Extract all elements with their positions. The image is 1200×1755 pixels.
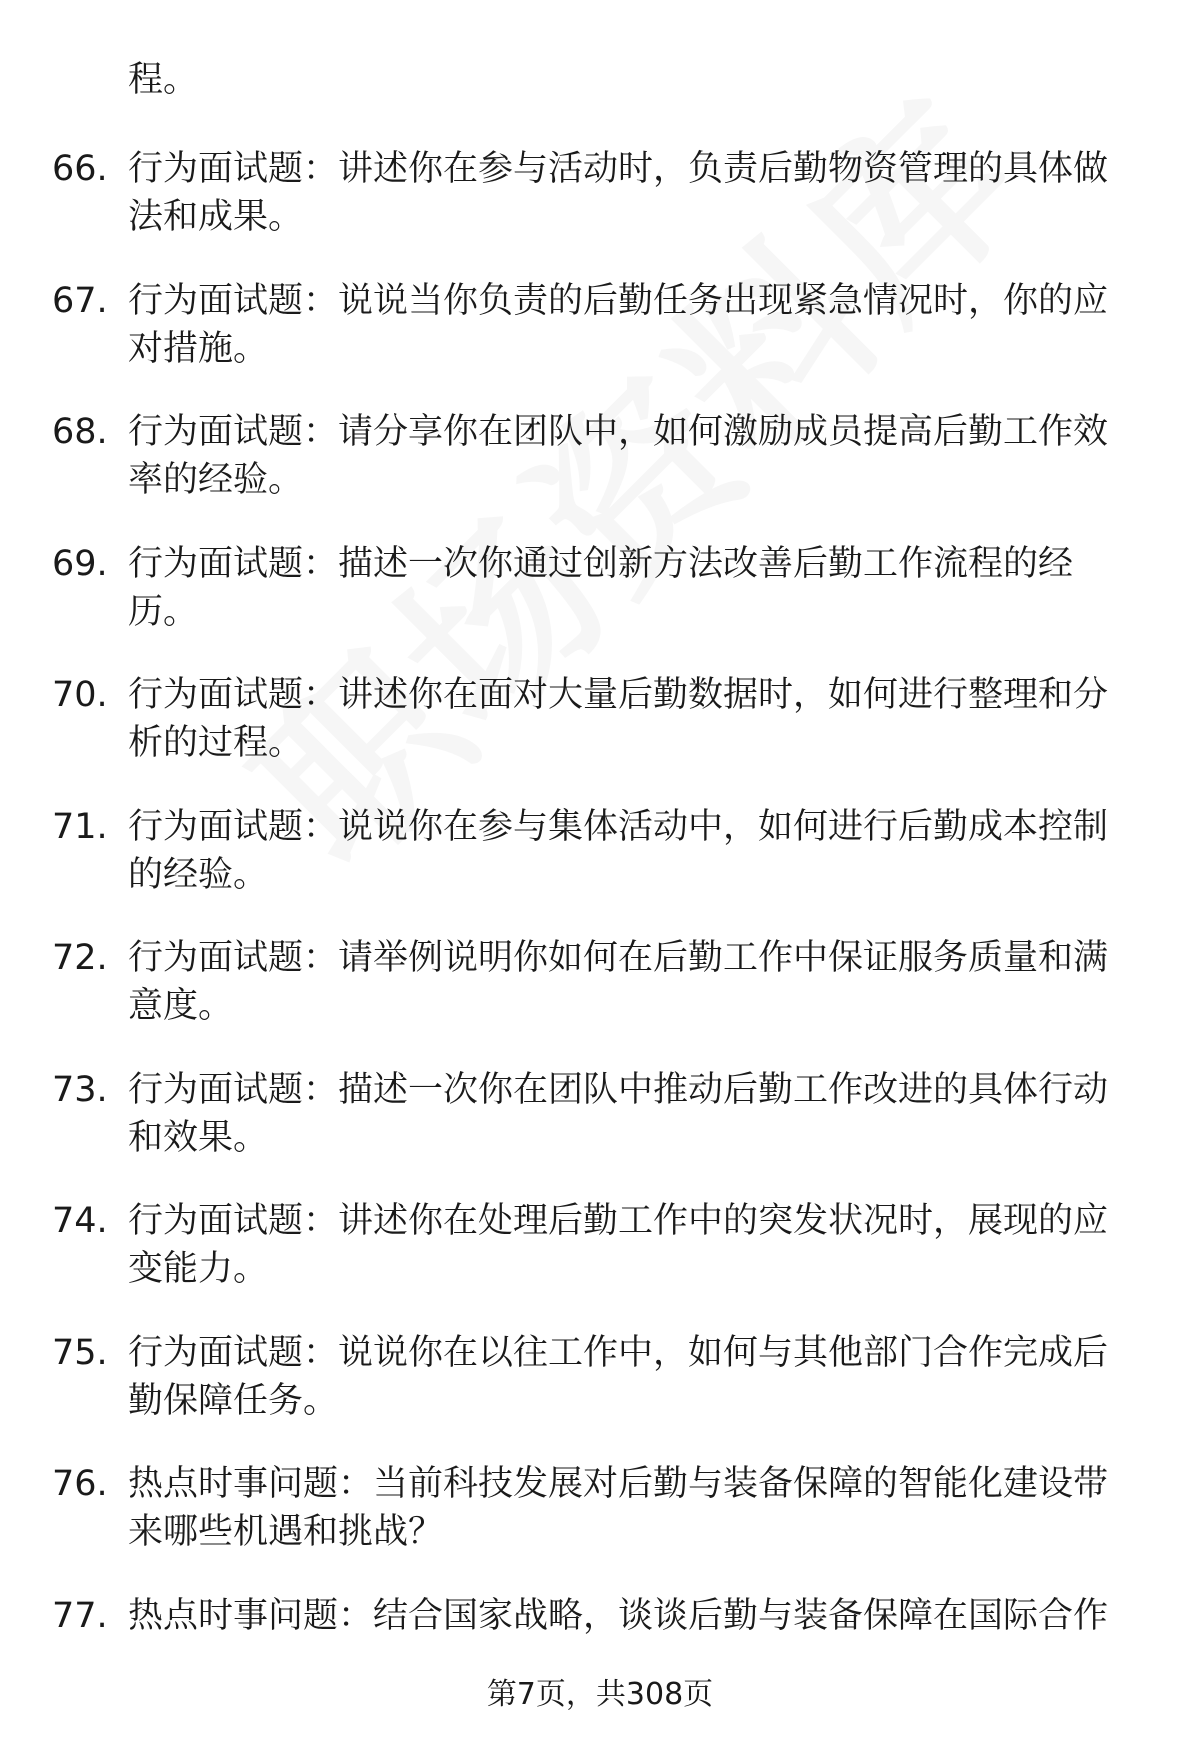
item-text: 行为面试题：说说你在参与集体活动中，如何进行后勤成本控制的经验。 (128, 806, 1109, 895)
item-number: 77. (52, 1595, 108, 1636)
item-text: 行为面试题：说说当你负责的后勤任务出现紧急情况时，你的应对措施。 (128, 280, 1109, 369)
item-text: 热点时事问题：结合国家战略，谈谈后勤与装备保障在国际合作 (128, 1595, 1109, 1636)
list-item (0, 1460, 1200, 1592)
item-number: 73. (52, 1069, 108, 1110)
item-text: 行为面试题：讲述你在处理后勤工作中的突发状况时，展现的应变能力。 (128, 1201, 1109, 1289)
item-text: 行为面试题：说说你在以往工作中，如何与其他部门合作完成后勤保障任务。 (128, 1332, 1109, 1421)
item-number: 76. (52, 1464, 108, 1504)
item-number: 75. (52, 1332, 108, 1373)
list-item (0, 277, 1200, 409)
item-number: 70. (52, 675, 108, 715)
list-item (0, 1197, 1200, 1329)
item-number: 66. (52, 149, 108, 189)
list-item (0, 934, 1200, 1066)
item-text: 行为面试题：请举例说明你如何在后勤工作中保证服务质量和满意度。 (128, 938, 1109, 1026)
item-number: 68. (52, 412, 108, 452)
list-item (0, 145, 1200, 277)
list-item (0, 1066, 1200, 1198)
item-text: 行为面试题：描述一次你通过创新方法改善后勤工作流程的经历。 (128, 543, 1074, 632)
item-text: 行为面试题：请分享你在团队中，如何激励成员提高后勤工作效率的经验。 (128, 412, 1109, 500)
item-text: 行为面试题：讲述你在参与活动时，负责后勤物资管理的具体做法和成果。 (128, 149, 1109, 237)
item-text: 行为面试题：讲述你在面对大量后勤数据时，如何进行整理和分析的过程。 (128, 675, 1109, 763)
item-number: 74. (52, 1201, 108, 1241)
item-number: 72. (52, 938, 108, 978)
list-item (0, 671, 1200, 803)
item-number: 71. (52, 806, 108, 847)
list-item (0, 803, 1200, 935)
item-number: 69. (52, 543, 108, 584)
list-item (0, 1329, 1200, 1461)
continuation-text: 程。 (128, 60, 199, 100)
question-list (0, 145, 1200, 1723)
page-number: 第7页，共308页 (486, 1677, 714, 1712)
item-number: 67. (52, 280, 108, 321)
item-text: 行为面试题：描述一次你在团队中推动后勤工作改进的具体行动和效果。 (128, 1069, 1109, 1158)
list-item (0, 540, 1200, 672)
item-text: 热点时事问题：当前科技发展对后勤与装备保障的智能化建设带来哪些机遇和挑战？ (128, 1464, 1109, 1552)
list-item (0, 408, 1200, 540)
